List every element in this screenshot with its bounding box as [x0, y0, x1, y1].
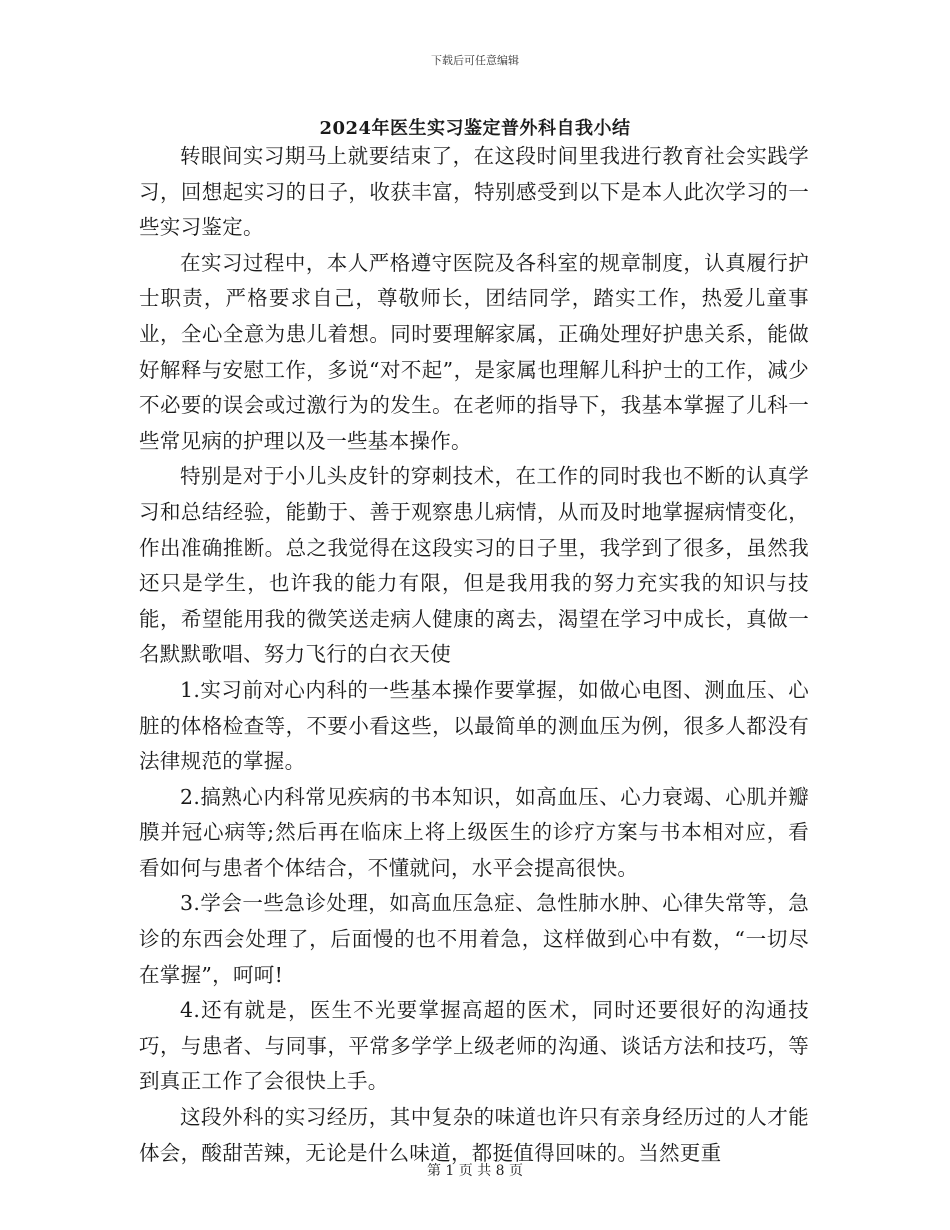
paragraph: 1.实习前对心内科的一些基本操作要掌握，如做心电图、测血压、心脏的体格检查等，不要小看这些，以最简单的测血压为例，很多人都没有法律规范的掌握。	[139, 677, 809, 774]
document-title: 2024年医生实习鉴定普外科自我小结	[319, 118, 631, 139]
paragraph: 2.搞熟心内科常见疾病的书本知识，如高血压、心力衰竭、心肌并瓣膜并冠心病等;然后再在临床上将上级医生的诊疗方案与书本相对应，看看如何与患者个体结合，不懂就问，水平会提高很快。	[139, 784, 809, 880]
paragraph: 3.学会一些急诊处理，如高血压急症、急性肺水肿、心律失常等，急诊的东西会处理了，后面慢的也不用着急，这样做到心中有数，“一切尽在掌握”，呵呵!	[139, 891, 809, 987]
paragraph: 特别是对于小儿头皮针的穿刺技术，在工作的同时我也不断的认真学习和总结经验，能勤于、善于观察患儿病情，从而及时地掌握病情变化，作出准确推断。总之我觉得在这段实习的日子里，我学到了很多，虽然我还只是学生，也许我的能力有限，但是我用我的努力充实我的知识与技能，希望能用我的微笑送走病人健康的离去，渴望在学习中成长，真做一名默默歌唱、努力飞行的白衣天使	[139, 464, 809, 667]
paragraph: 在实习过程中，本人严格遵守医院及各科室的规章制度，认真履行护士职责，严格要求自己，尊敬师长，团结同学，踏实工作，热爱儿童事业，全心全意为患儿着想。同时要理解家属，正确处理好护患关系，能做好解释与安慰工作，多说“对不起”，是家属也理解儿科护士的工作，减少不必要的误会或过激行为的发生。在老师的指导下，我基本掌握了儿科一些常见病的护理以及一些基本操作。	[139, 250, 809, 453]
paragraph: 转眼间实习期马上就要结束了，在这段时间里我进行教育社会实践学习，回想起实习的日子，收获丰富，特别感受到以下是本人此次学习的一些实习鉴定。	[139, 144, 809, 240]
paragraph: 4.还有就是，医生不光要掌握高超的医术，同时还要很好的沟通技巧，与患者、与同事，平常多学学上级老师的沟通、谈话方法和技巧，等到真正工作了会很快上手。	[139, 998, 809, 1094]
paragraph: 这段外科的实习经历，其中复杂的味道也许只有亲身经历过的人才能体会，酸甜苦辣，无论是什么味道，都挺值得回味的。当然更重	[139, 1105, 809, 1165]
page-number: 第 1 页 共 8 页	[426, 1163, 524, 1179]
document-body	[139, 139, 809, 1171]
page-header-note: 下载后可任意编辑	[431, 54, 519, 67]
